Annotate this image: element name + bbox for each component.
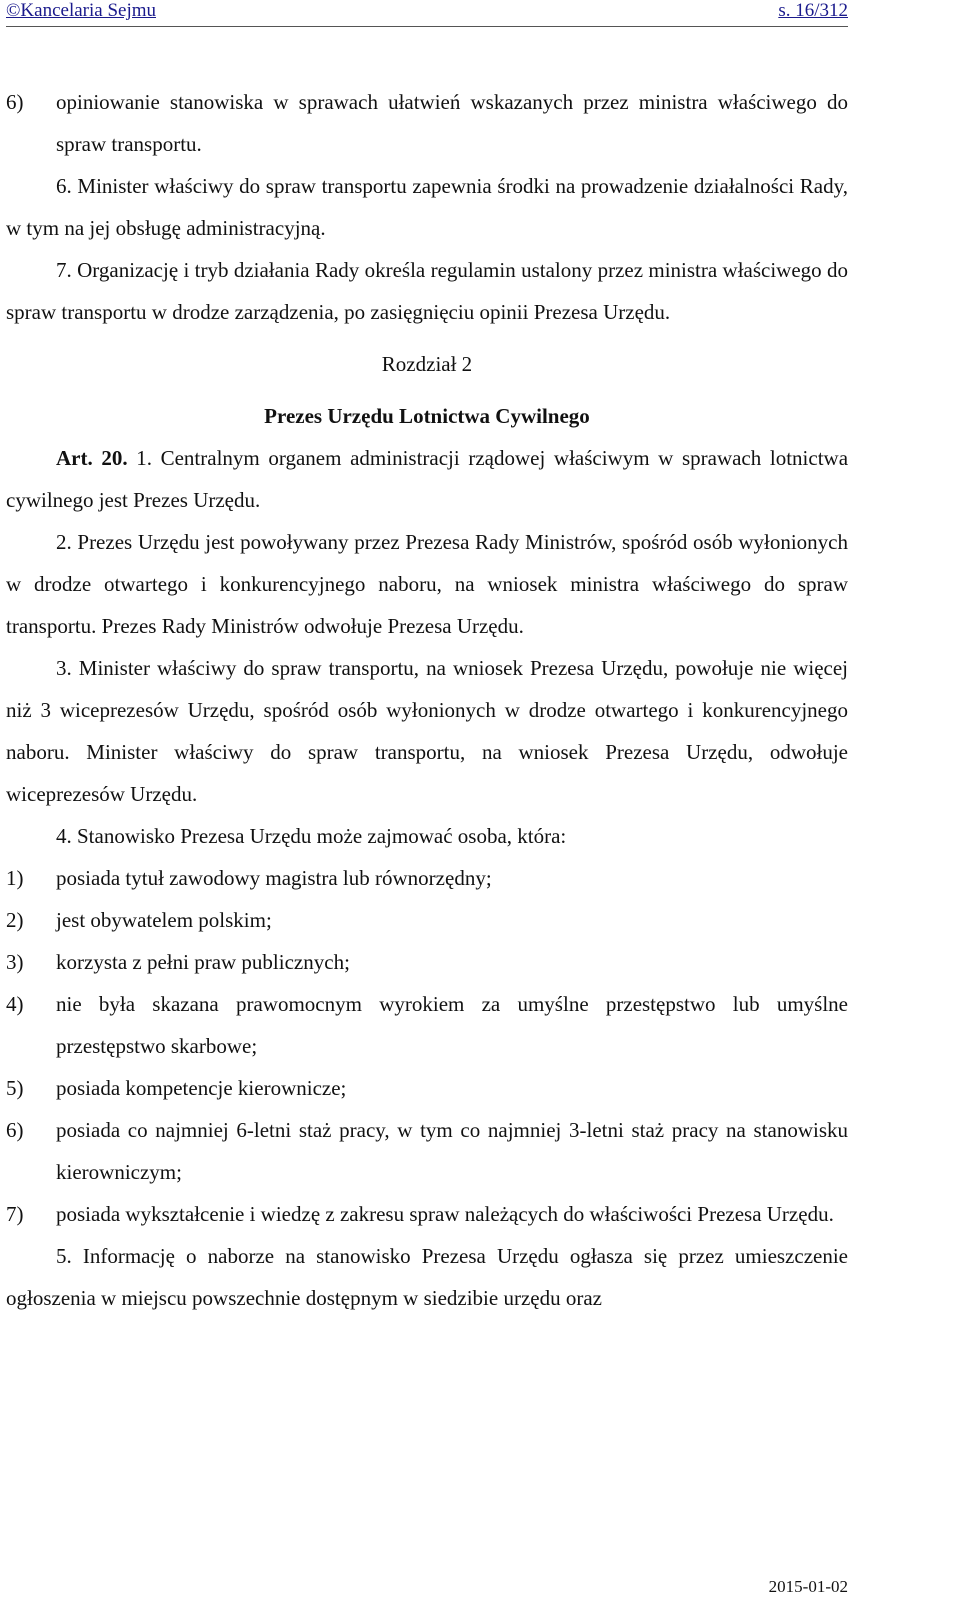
item-number: 3)	[6, 950, 24, 974]
requirements-list	[6, 857, 848, 1235]
copyright-link[interactable]: ©Kancelaria Sejmu	[6, 0, 157, 21]
paragraph-3: 3. Minister właściwy do spraw transportu, na wniosek Prezesa Urzędu, powołuje nie więcej niż 3 wiceprezesów Urzędu, spośród osób wyłonionych w drodze otwartego i konkurencyjnego naboru. Minister właściwy do spraw transportu, na wniosek Prezesa Urzędu, odwołuje wiceprezesów Urzędu.	[6, 656, 848, 806]
item-number: 5)	[6, 1076, 24, 1100]
list-item	[6, 941, 848, 983]
item-text: jest obywatelem polskim;	[56, 908, 272, 932]
item-text: nie była skazana prawomocnym wyrokiem za umyślne przestępstwo lub umyślne przestępstwo skarbowe;	[56, 992, 848, 1058]
item-number: 2)	[6, 908, 24, 932]
document-body	[6, 81, 848, 1319]
page-number-link[interactable]: s. 16/312	[778, 0, 848, 21]
list-item	[6, 899, 848, 941]
article-20-paragraph-1	[6, 437, 848, 521]
list-item	[6, 1067, 848, 1109]
paragraph-2: 2. Prezes Urzędu jest powoływany przez Prezesa Rady Ministrów, spośród osób wyłonionych w drodze otwartego i konkurencyjnego naboru, na wniosek ministra właściwego do spraw transportu. Prezes Rady Ministrów odwołuje Prezesa Urzędu.	[6, 530, 848, 638]
page-header	[6, 0, 848, 27]
item-text: posiada wykształcenie i wiedzę z zakresu spraw należących do właściwości Prezesa Urzędu.	[56, 1202, 834, 1226]
item-number: 6)	[6, 1118, 24, 1142]
paragraph-7: 7. Organizację i tryb działania Rady określa regulamin ustalony przez ministra właściwego do spraw transportu w drodze zarządzenia, po zasięgnięciu opinii Prezesa Urzędu.	[6, 258, 848, 324]
paragraph-5: 5. Informację o naborze na stanowisko Prezesa Urzędu ogłasza się przez umieszczenie ogłoszenia w miejscu powszechnie dostępnym w siedzibie urzędu oraz	[6, 1244, 848, 1310]
item-text: posiada co najmniej 6-letni staż pracy, w tym co najmniej 3-letni staż pracy na stanowisku kierowniczym;	[56, 1118, 848, 1184]
list-item	[6, 1193, 848, 1235]
item-text: posiada kompetencje kierownicze;	[56, 1076, 347, 1100]
item-number: 7)	[6, 1202, 24, 1226]
article-text: 1. Centralnym organem administracji rządowej właściwym w sprawach lotnictwa cywilnego jest Prezes Urzędu.	[6, 446, 849, 512]
chapter-number: Rozdział 2	[381, 352, 473, 376]
item-number: 1)	[6, 866, 24, 890]
list-item	[6, 983, 848, 1067]
paragraph-4: 4. Stanowisko Prezesa Urzędu może zajmować osoba, która:	[56, 824, 567, 848]
chapter-title: Prezes Urzędu Lotnictwa Cywilnego	[264, 404, 590, 428]
list-item	[6, 857, 848, 899]
item-number: 4)	[6, 992, 24, 1016]
item-text: korzysta z pełni praw publicznych;	[56, 950, 350, 974]
item-number: 6)	[6, 90, 24, 114]
document-date: 2015-01-02	[768, 1577, 848, 1596]
item-text: posiada tytuł zawodowy magistra lub równorzędny;	[56, 866, 492, 890]
list-item	[6, 81, 848, 165]
paragraph-6: 6. Minister właściwy do spraw transportu zapewnia środki na prowadzenie działalności Rady, w tym na jej obsługę administracyjną.	[6, 174, 848, 240]
article-label: Art. 20.	[56, 446, 128, 470]
list-item	[6, 1109, 848, 1193]
item-text: opiniowanie stanowiska w sprawach ułatwień wskazanych przez ministra właściwego do spraw transportu.	[56, 90, 848, 156]
